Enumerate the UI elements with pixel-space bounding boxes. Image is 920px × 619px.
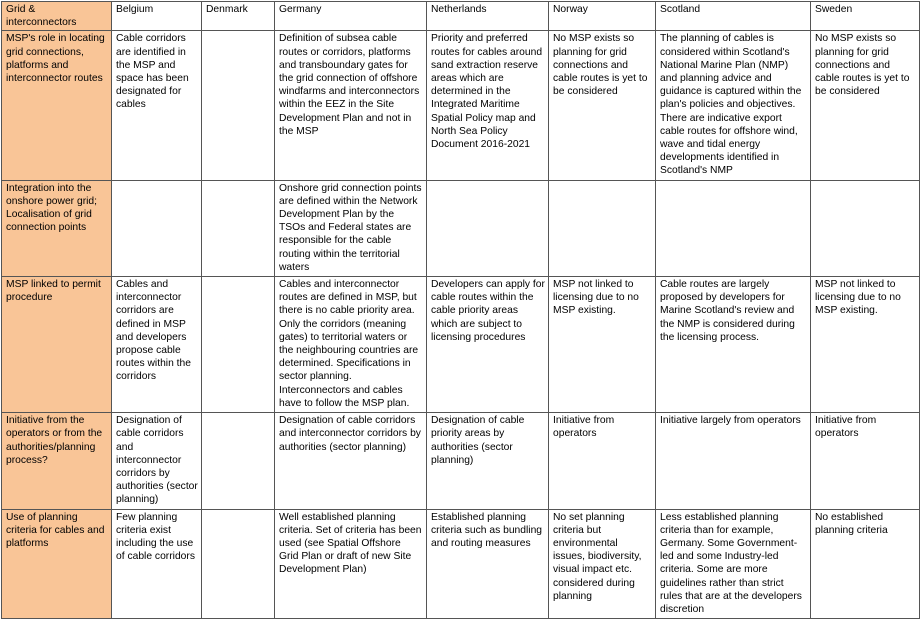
cell-germany: Onshore grid connection points are defined within the Network Development Plan by the TSOs and Federal states are responsible for the cable routing within the territorial waters bbox=[275, 180, 427, 276]
cell-netherlands: Priority and preferred routes for cables around sand extraction reserve areas which are determined in the Integrated Maritime Spatial Policy map and North Sea Policy Document 2016-2021 bbox=[427, 31, 549, 180]
cell-scotland bbox=[656, 180, 811, 276]
cell-germany: Well established planning criteria. Set of criteria has been used (see Spatial Offshore Grid Plan or draft of new Site Development Plan) bbox=[275, 509, 427, 619]
header-topic: Grid & interconnectors bbox=[2, 2, 112, 31]
table-row bbox=[2, 509, 920, 619]
cell-netherlands: Designation of cable priority areas by authorities (sector planning) bbox=[427, 413, 549, 509]
cell-netherlands: Established planning criteria such as bundling and routing measures bbox=[427, 509, 549, 619]
cell-netherlands: Developers can apply for cable routes within the cable priority areas which are subject to licensing procedures bbox=[427, 277, 549, 413]
cell-norway: No set planning criteria but environmental issues, biodiversity, visual impact etc. considered during planning bbox=[549, 509, 656, 619]
cell-denmark bbox=[202, 180, 275, 276]
cell-belgium bbox=[112, 180, 202, 276]
cell-norway bbox=[549, 180, 656, 276]
table-row bbox=[2, 31, 920, 180]
table-row bbox=[2, 413, 920, 509]
cell-germany: Cables and interconnector routes are defined in MSP, but there is no cable priority area. Only the corridors (meaning gates) to territorial waters or the neighbouring countries are determined. Specifications in sector planning. Interconnectors and cables have to follow the MSP plan. bbox=[275, 277, 427, 413]
row-label: MSP's role in locating grid connections, platforms and interconnector routes bbox=[2, 31, 112, 180]
header-netherlands: Netherlands bbox=[427, 2, 549, 31]
header-sweden: Sweden bbox=[811, 2, 920, 31]
header-denmark: Denmark bbox=[202, 2, 275, 31]
cell-belgium: Cables and interconnector corridors are defined in MSP and developers propose cable routes within the corridors bbox=[112, 277, 202, 413]
cell-belgium: Few planning criteria exist including the use of cable corridors bbox=[112, 509, 202, 619]
cell-scotland: Initiative largely from operators bbox=[656, 413, 811, 509]
cell-sweden: MSP not linked to licensing due to no MSP existing. bbox=[811, 277, 920, 413]
cell-germany: Definition of subsea cable routes or corridors, platforms and transboundary gates for the grid connection of offshore windfarms and interconnectors within the EEZ in the Site Development Plan and not in the MSP bbox=[275, 31, 427, 180]
header-row bbox=[2, 2, 920, 31]
table-row bbox=[2, 277, 920, 413]
cell-scotland: Less established planning criteria than for example, Germany. Some Government-led and some Industry-led criteria. Some are more guidelines rather than strict rules that are at the developers discretion bbox=[656, 509, 811, 619]
header-belgium: Belgium bbox=[112, 2, 202, 31]
cell-belgium: Cable corridors are identified in the MSP and space has been designated for cables bbox=[112, 31, 202, 180]
header-germany: Germany bbox=[275, 2, 427, 31]
cell-norway: Initiative from operators bbox=[549, 413, 656, 509]
cell-denmark bbox=[202, 277, 275, 413]
cell-sweden: No established planning criteria bbox=[811, 509, 920, 619]
table-row bbox=[2, 180, 920, 276]
cell-scotland: Cable routes are largely proposed by developers for Marine Scotland's review and the NMP is considered during the licensing process. bbox=[656, 277, 811, 413]
cell-denmark bbox=[202, 31, 275, 180]
header-scotland: Scotland bbox=[656, 2, 811, 31]
cell-denmark bbox=[202, 509, 275, 619]
cell-netherlands bbox=[427, 180, 549, 276]
cell-germany: Designation of cable corridors and interconnector corridors by authorities (sector planning) bbox=[275, 413, 427, 509]
cell-norway: No MSP exists so planning for grid connections and cable routes is yet to be considered bbox=[549, 31, 656, 180]
cell-sweden: No MSP exists so planning for grid connections and cable routes is yet to be considered bbox=[811, 31, 920, 180]
header-norway: Norway bbox=[549, 2, 656, 31]
row-label: Integration into the onshore power grid; Localisation of grid connection points bbox=[2, 180, 112, 276]
row-label: Use of planning criteria for cables and platforms bbox=[2, 509, 112, 619]
row-label: Initiative from the operators or from the authorities/planning process? bbox=[2, 413, 112, 509]
cell-denmark bbox=[202, 413, 275, 509]
cell-sweden: Initiative from operators bbox=[811, 413, 920, 509]
row-label: MSP linked to permit procedure bbox=[2, 277, 112, 413]
msp-comparison-table bbox=[1, 1, 920, 619]
cell-norway: MSP not linked to licensing due to no MSP existing. bbox=[549, 277, 656, 413]
cell-sweden bbox=[811, 180, 920, 276]
cell-scotland: The planning of cables is considered within Scotland's National Marine Plan (NMP) and planning advice and guidance is captured within the plan's policies and objectives. There are indicative export cable routes for offshore wind, wave and tidal energy developments identified in Scotland's NMP bbox=[656, 31, 811, 180]
cell-belgium: Designation of cable corridors and interconnector corridors by authorities (sector planning) bbox=[112, 413, 202, 509]
